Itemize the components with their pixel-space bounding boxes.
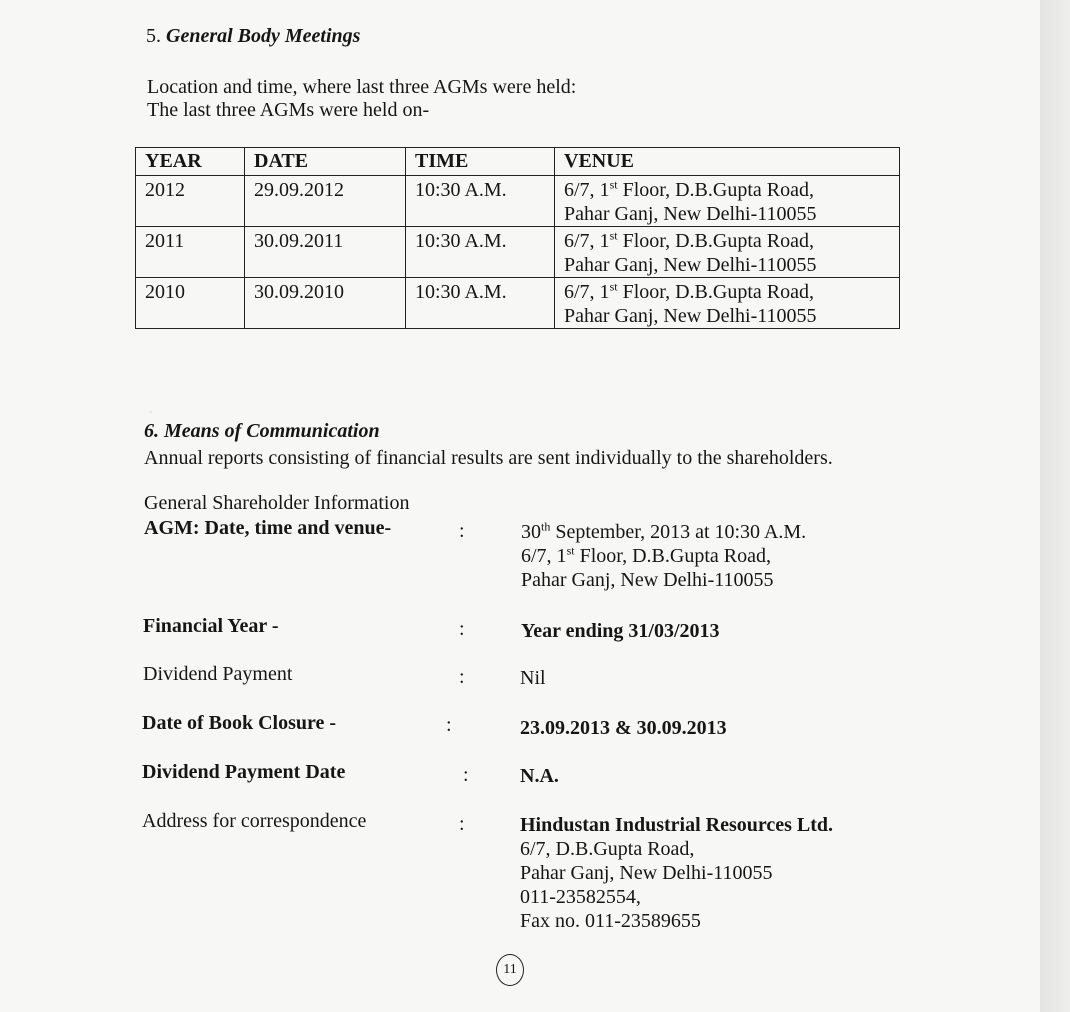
dividend-label: Dividend Payment — [143, 663, 293, 685]
venue-part: Floor, D.B.Gupta Road, — [617, 179, 814, 201]
table-row — [136, 176, 900, 227]
page-number: 11 — [496, 954, 524, 986]
financial-year-value: Year ending 31/03/2013 — [521, 620, 720, 642]
agm-venue-part: Floor, D.B.Gupta Road, — [574, 545, 771, 567]
venue-sup: st — [609, 228, 618, 243]
financial-year-label: Financial Year - — [143, 615, 279, 637]
agm-value-part: 30 — [521, 521, 541, 543]
header-venue: VENUE — [555, 148, 900, 176]
header-time: TIME — [406, 148, 555, 176]
section5-heading — [146, 25, 360, 48]
header-year: YEAR — [136, 148, 245, 176]
agm-value-part: September, 2013 at 10:30 A.M. — [550, 521, 807, 543]
agm-venue-part: 6/7, 1 — [521, 545, 567, 567]
agm-venue-sup: st — [566, 543, 575, 558]
colon: : — [459, 666, 465, 688]
section5-line1: Location and time, where last three AGMs were held: — [147, 76, 577, 98]
cell-venue — [555, 227, 900, 278]
agm-value — [521, 520, 806, 592]
table-row — [136, 278, 900, 329]
venue-part: Floor, D.B.Gupta Road, — [617, 230, 814, 252]
agm-label: AGM: Date, time and venue- — [144, 517, 392, 539]
colon: : — [459, 520, 465, 542]
cell-time: 10:30 A.M. — [406, 227, 555, 278]
company-name: Hindustan Industrial Resources Ltd. — [520, 814, 834, 836]
venue-line2: Pahar Ganj, New Delhi-110055 — [564, 254, 817, 276]
book-closure-label: Date of Book Closure - — [142, 712, 337, 734]
colon: : — [446, 714, 452, 736]
address-line: Pahar Ganj, New Delhi-110055 — [520, 862, 773, 884]
agm-table — [135, 147, 900, 329]
section6-title: 6. Means of Communication — [144, 420, 380, 442]
venue-part: 6/7, 1 — [564, 230, 610, 252]
section5-title: General Body Meetings — [166, 25, 361, 47]
cell-date: 30.09.2011 — [245, 227, 406, 278]
venue-part: Floor, D.B.Gupta Road, — [617, 281, 814, 303]
dividend-value: Nil — [520, 667, 546, 689]
cell-venue — [555, 176, 900, 227]
header-date: DATE — [245, 148, 406, 176]
section5-number: 5. — [146, 25, 161, 47]
venue-sup: st — [609, 177, 618, 192]
colon: : — [463, 764, 469, 786]
bleed-through-text: · — [148, 402, 153, 423]
cell-time: 10:30 A.M. — [406, 176, 555, 227]
venue-line2: Pahar Ganj, New Delhi-110055 — [564, 203, 817, 225]
agm-value-sup: th — [541, 519, 551, 534]
cell-date: 29.09.2012 — [245, 176, 406, 227]
venue-part: 6/7, 1 — [564, 179, 610, 201]
book-closure-value: 23.09.2013 & 30.09.2013 — [520, 717, 727, 739]
address-block — [520, 813, 833, 933]
cell-year: 2011 — [136, 227, 245, 278]
page-edge-shadow — [1040, 0, 1070, 1012]
agm-venue-line2: Pahar Ganj, New Delhi-110055 — [521, 569, 774, 591]
dividend-date-value: N.A. — [520, 765, 559, 787]
venue-sup: st — [609, 279, 618, 294]
dividend-date-label: Dividend Payment Date — [142, 761, 346, 783]
colon: : — [459, 813, 465, 835]
address-line: 6/7, D.B.Gupta Road, — [520, 838, 695, 860]
fax-number: Fax no. 011-23589655 — [520, 910, 701, 932]
phone-number: 011-23582554, — [520, 886, 641, 908]
cell-date: 30.09.2010 — [245, 278, 406, 329]
address-label: Address for correspondence — [142, 810, 367, 832]
section6-text: Annual reports consisting of financial results are sent individually to the shareholders. — [144, 447, 833, 469]
cell-venue — [555, 278, 900, 329]
agm-table-header — [136, 148, 900, 176]
cell-year: 2012 — [136, 176, 245, 227]
section5-line2: The last three AGMs were held on- — [147, 99, 430, 121]
cell-year: 2010 — [136, 278, 245, 329]
venue-line2: Pahar Ganj, New Delhi-110055 — [564, 305, 817, 327]
colon: : — [459, 618, 465, 640]
shareholder-info-heading: General Shareholder Information — [144, 492, 410, 514]
venue-part: 6/7, 1 — [564, 281, 610, 303]
table-row — [136, 227, 900, 278]
cell-time: 10:30 A.M. — [406, 278, 555, 329]
